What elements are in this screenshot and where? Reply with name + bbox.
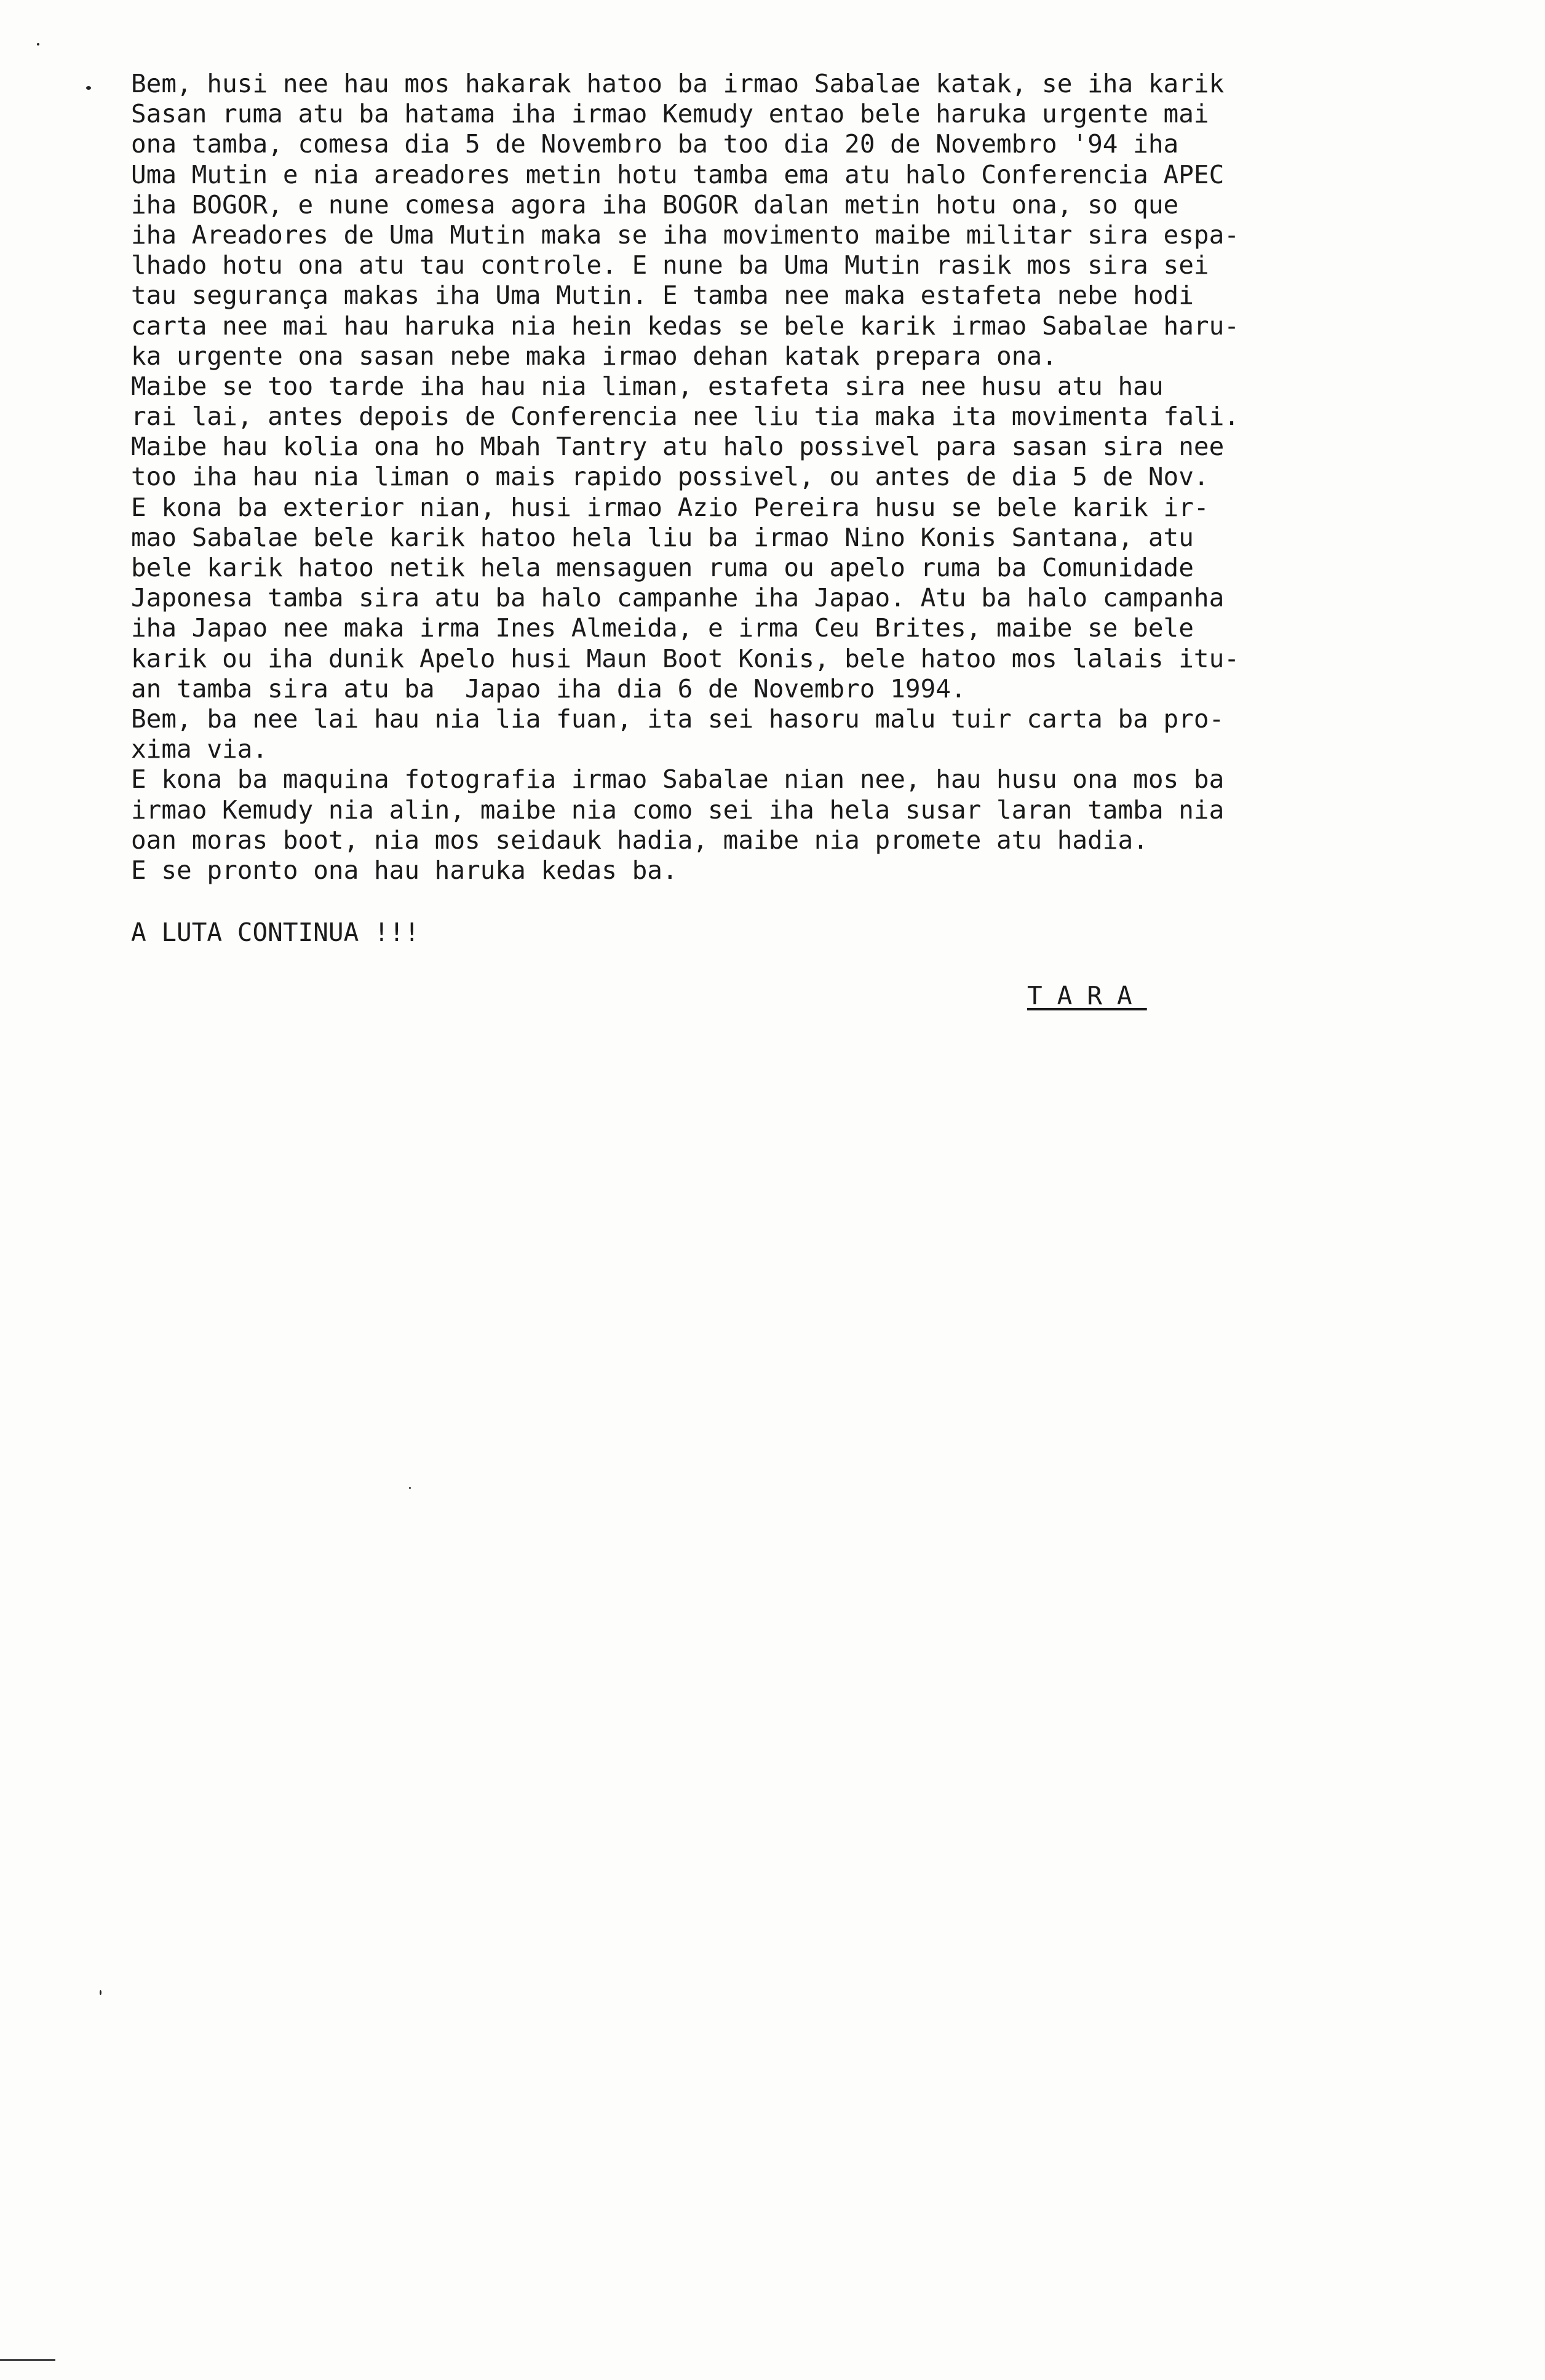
letter-line: irmao Kemudy nia alin, maibe nia como sei iha hela susar laran tamba nia [131, 795, 1225, 825]
closing-slogan: A LUTA CONTINUA !!! [131, 918, 419, 947]
letter-line: E kona ba exterior nian, husi irmao Azio Pereira husu se bele karik ir- [131, 492, 1209, 522]
scan-speck [100, 1990, 101, 1995]
letter-line: Sasan ruma atu ba hatama iha irmao Kemudy entao bele haruka urgente mai [131, 99, 1209, 129]
letter-line: tau segurança makas iha Uma Mutin. E tamba nee maka estafeta nebe hodi [131, 280, 1194, 311]
letter-line: E se pronto ona hau haruka kedas ba. [131, 855, 678, 885]
letter-line: rai lai, antes depois de Conferencia nee liu tia maka ita movimenta fali. [131, 402, 1239, 432]
letter-line: carta nee mai hau haruka nia hein kedas se bele karik irmao Sabalae haru- [131, 311, 1239, 341]
letter-line: Bem, ba nee lai hau nia lia fuan, ita sei hasoru malu tuir carta ba pro- [131, 704, 1225, 734]
letter-line: Maibe hau kolia ona ho Mbah Tantry atu halo possivel para sasan sira nee [131, 432, 1225, 462]
letter-line: oan moras boot, nia mos seidauk hadia, maibe nia promete atu hadia. [131, 825, 1148, 855]
letter-line: karik ou iha dunik Apelo husi Maun Boot Konis, bele hatoo mos lalais itu- [131, 643, 1239, 673]
letter-line: lhado hotu ona atu tau controle. E nune ba Uma Mutin rasik mos sira sei [131, 250, 1209, 280]
letter-line: iha Areadores de Uma Mutin maka se iha movimento maibe militar sira espa- [131, 220, 1239, 250]
scan-speck [409, 1487, 411, 1489]
letter-line: too iha hau nia liman o mais rapido possivel, ou antes de dia 5 de Nov. [131, 462, 1209, 492]
margin-mark [86, 86, 91, 90]
letter-line: bele karik hatoo netik hela mensaguen ruma ou apelo ruma ba Comunidade [131, 553, 1194, 582]
letter-line: ka urgente ona sasan nebe maka irmao dehan katak prepara ona. [131, 341, 1057, 371]
letter-line: ona tamba, comesa dia 5 de Novembro ba too dia 20 de Novembro '94 iha [131, 129, 1179, 159]
letter-body [131, 69, 1496, 886]
letter-line: mao Sabalae bele karik hatoo hela liu ba irmao Nino Konis Santana, atu [131, 522, 1194, 552]
signature-name: TARA [1027, 981, 1147, 1010]
letter-line: an tamba sira atu ba Japao iha dia 6 de Novembro 1994. [131, 673, 966, 704]
letter-line: Japonesa tamba sira atu ba halo campanhe iha Japao. Atu ba halo campanha [131, 583, 1225, 613]
letter-line: xima via. [131, 734, 268, 764]
letter-line: Bem, husi nee hau mos hakarak hatoo ba irmao Sabalae katak, se iha karik [131, 69, 1225, 98]
scan-edge-mark [0, 2359, 55, 2361]
letter-line: iha BOGOR, e nune comesa agora iha BOGOR dalan metin hotu ona, so que [131, 189, 1179, 220]
letter-line: Maibe se too tarde iha hau nia liman, estafeta sira nee husu atu hau [131, 371, 1164, 401]
letter-line: iha Japao nee maka irma Ines Almeida, e irma Ceu Brites, maibe se bele [131, 613, 1194, 643]
letter-line: Uma Mutin e nia areadores metin hotu tamba ema atu halo Conferencia APEC [131, 159, 1225, 189]
scan-speck [37, 43, 39, 46]
letter-line: E kona ba maquina fotografia irmao Sabalae nian nee, hau husu ona mos ba [131, 764, 1225, 795]
